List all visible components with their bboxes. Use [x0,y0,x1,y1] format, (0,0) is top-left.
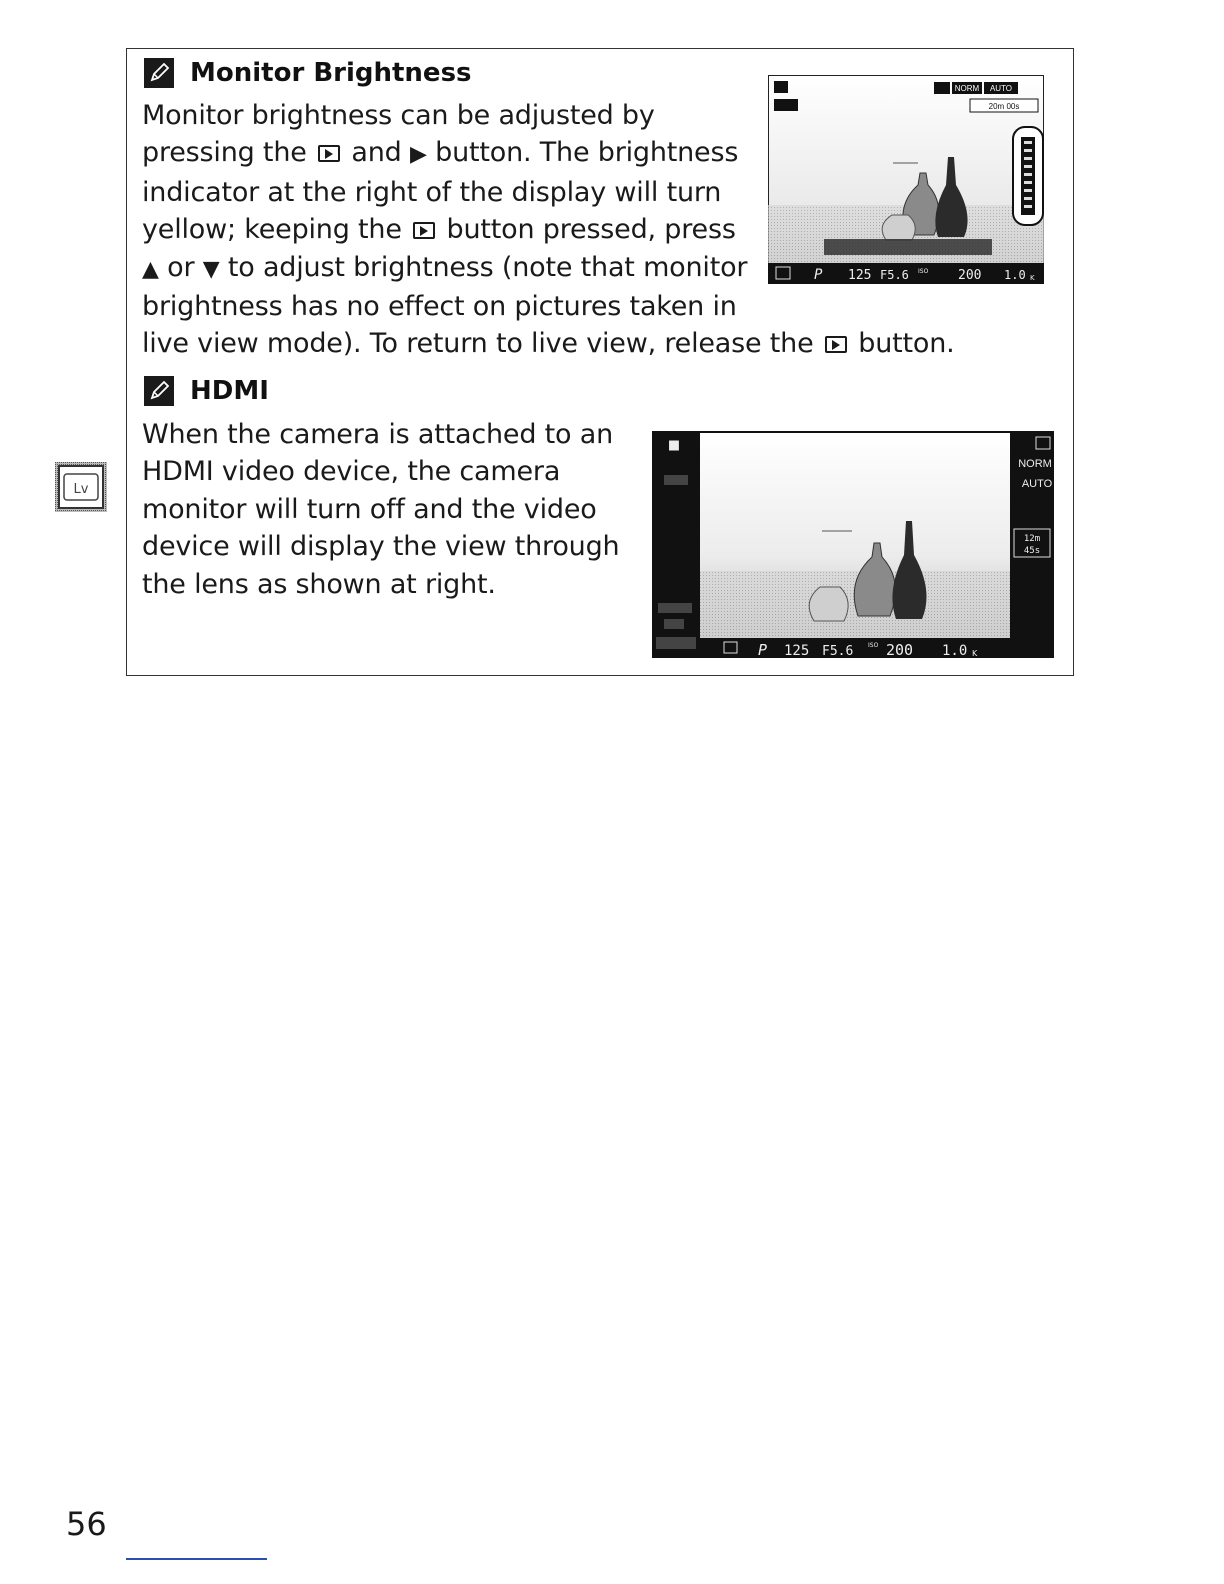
hdmi-heading [144,376,269,406]
mb-text: button. The brightness [435,137,739,169]
mb-text: button pressed, press [446,214,736,246]
playback-zoom-icon [658,603,692,613]
hdmi-line: device will display the view through [142,531,620,563]
image-size-icon [934,82,950,94]
pencil-icon [144,58,174,88]
hdmi-line: HDMI video device, the camera [142,456,561,488]
mb-text: Monitor brightness can be adjusted by [142,100,655,131]
playback-button-icon [825,336,847,353]
iso-value: 200 [886,641,914,658]
down-arrow-icon: ▼ [202,256,220,282]
mb-text: indicator at the right of the display will turn [142,176,722,208]
live-view-tab-label: Lv [73,482,89,497]
page-footer-rule [126,1558,267,1560]
shutter-speed: 125 [848,268,872,283]
mb-text: live view mode). To return to live view, release the [142,328,814,360]
hdmi-line: the lens as shown at right. [142,568,496,600]
monitor-brightness-title: Monitor Brightness [190,58,472,88]
quality-label: NORM [1018,458,1052,470]
shots-unit: K [1030,274,1035,282]
hdmi-title: HDMI [190,376,269,406]
hdmi-view-screen [652,431,1054,658]
wb-label: AUTO [1021,478,1053,490]
up-arrow-icon: ▲ [142,256,159,282]
hdmi-line: When the camera is attached to an [142,419,613,450]
mb-text: pressing the [142,137,307,169]
mb-text: brightness has no effect on pictures taken in [142,291,737,323]
mb-text: to adjust brightness (note that monitor [227,251,748,283]
iso-label: ISO [868,642,879,649]
aperture: F5.6 [822,644,854,658]
af-mode-icon: ⯀ [668,439,680,455]
hdmi-body [142,416,619,603]
help-strip [824,239,992,255]
mic-icon [664,619,684,629]
shots-unit: K [972,649,978,658]
mic-sensitivity-icon [664,475,688,485]
time-remaining-bottom: 45s [1023,546,1041,556]
iso-value: 200 [958,268,982,283]
shots-remaining: 1.0 [942,643,968,658]
monitor-brightness-heading [144,58,472,88]
mb-text: button. [858,328,955,360]
time-remaining-top: 12m [1023,534,1041,544]
mb-text: or [167,251,195,283]
pencil-icon [144,376,174,406]
time-remaining: 20m 00s [988,102,1020,111]
rec-icon [656,637,696,649]
mb-text: and [351,137,402,169]
page-number: 56 [66,1505,107,1543]
hdmi-line: monitor will turn off and the video [142,493,597,525]
live-view-brightness-screen [768,75,1044,284]
right-arrow-icon: ▶ [410,142,427,168]
shooting-mode: P [814,267,823,283]
quality-label: NORM [954,84,980,93]
live-view-tab-icon [55,462,107,512]
wb-label: AUTO [989,84,1013,93]
aperture: F5.6 [880,268,909,282]
playback-button-icon [413,222,435,239]
shooting-mode: P [758,641,768,658]
mb-text: yellow; keeping the [142,214,402,246]
af-area-icon [774,99,798,111]
shutter-speed: 125 [784,643,810,658]
iso-label: ISO [918,268,929,275]
shots-remaining: 1.0 [1004,268,1026,282]
af-mode-icon [774,81,788,93]
playback-button-icon [318,145,340,162]
